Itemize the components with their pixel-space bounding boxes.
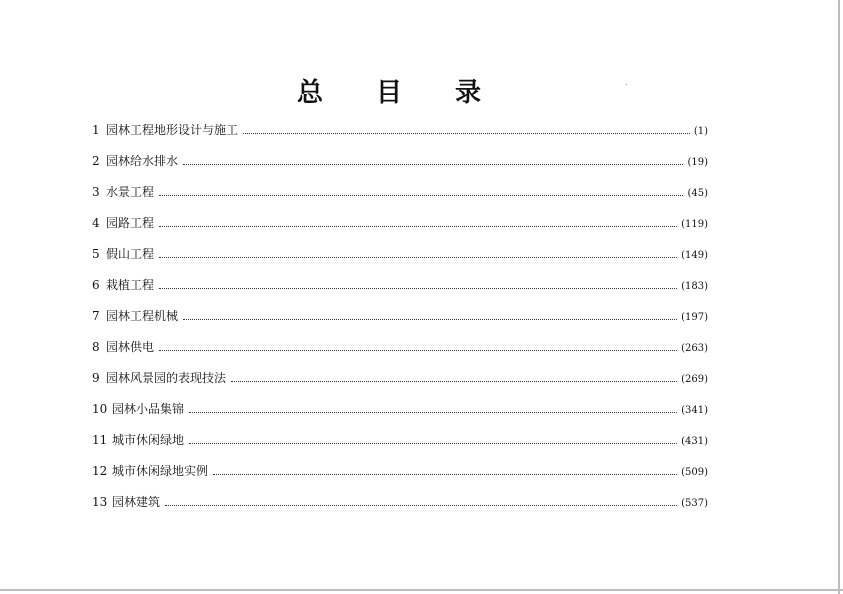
toc-entry-page: (537) — [681, 498, 708, 509]
toc-entry-page: (509) — [681, 467, 708, 478]
toc-entry-title: 假山工程 — [106, 247, 155, 261]
toc-entry-title: 园林给水排水 — [106, 154, 179, 168]
toc-entry[interactable] — [92, 245, 708, 276]
toc-leader-dots — [159, 288, 677, 289]
toc-entry-number: 12 — [92, 464, 108, 478]
toc-entry-title: 园林小品集锦 — [112, 402, 185, 416]
toc-entry-title: 水景工程 — [106, 185, 155, 199]
toc-entry-page: (341) — [681, 405, 708, 416]
toc-entry[interactable] — [92, 338, 708, 369]
toc-entry-number: 4 — [92, 216, 100, 230]
toc-entry-number: 1 — [92, 123, 100, 137]
toc-entry[interactable] — [92, 121, 708, 152]
toc-leader-dots — [231, 381, 677, 382]
toc-entry[interactable] — [92, 307, 708, 338]
page-title: 总 目 录 — [296, 78, 504, 108]
toc-leader-dots — [159, 195, 683, 196]
toc-entry-title: 园路工程 — [106, 216, 155, 230]
table-of-contents — [92, 121, 708, 524]
toc-entry-number: 7 — [92, 309, 100, 323]
toc-entry-page: (269) — [681, 374, 708, 385]
toc-entry-number: 10 — [92, 402, 108, 416]
toc-entry[interactable] — [92, 276, 708, 307]
toc-entry-number: 13 — [92, 495, 108, 509]
toc-entry-title: 城市休闲绿地 — [112, 433, 185, 447]
toc-leader-dots — [183, 319, 677, 320]
toc-entry-page: (263) — [681, 343, 708, 354]
toc-entry-title: 园林工程机械 — [106, 309, 179, 323]
toc-entry[interactable] — [92, 462, 708, 493]
toc-leader-dots — [159, 257, 677, 258]
toc-entry-page: (183) — [681, 281, 708, 292]
toc-entry[interactable] — [92, 369, 708, 400]
toc-entry-title: 园林工程地形设计与施工 — [106, 123, 239, 137]
toc-entry-page: (119) — [681, 219, 708, 230]
toc-entry-page: (149) — [681, 250, 708, 261]
toc-entry-number: 2 — [92, 154, 100, 168]
toc-entry-title: 城市休闲绿地实例 — [112, 464, 209, 478]
toc-entry-title: 园林风景园的表现技法 — [106, 371, 227, 385]
toc-leader-dots — [189, 412, 677, 413]
toc-entry-number: 5 — [92, 247, 100, 261]
toc-entry-title: 园林供电 — [106, 340, 155, 354]
toc-entry[interactable] — [92, 431, 708, 462]
toc-leader-dots — [159, 226, 677, 227]
toc-entry-number: 3 — [92, 185, 100, 199]
toc-entry[interactable] — [92, 214, 708, 245]
toc-entry-number: 6 — [92, 278, 100, 292]
toc-leader-dots — [165, 505, 677, 506]
toc-entry-title: 栽植工程 — [106, 278, 155, 292]
page-edge-bottom — [0, 589, 843, 591]
toc-entry[interactable] — [92, 152, 708, 183]
toc-entry-page: (431) — [681, 436, 708, 447]
toc-entry[interactable] — [92, 400, 708, 431]
toc-leader-dots — [183, 164, 683, 165]
toc-leader-dots — [243, 133, 690, 134]
toc-entry[interactable] — [92, 183, 708, 214]
toc-entry-page: (19) — [687, 157, 708, 168]
toc-entry-number: 8 — [92, 340, 100, 354]
page-edge-right — [838, 0, 840, 594]
toc-entry-number: 11 — [92, 433, 108, 447]
toc-entry[interactable] — [92, 493, 708, 524]
toc-entry-page: (1) — [693, 126, 708, 137]
toc-leader-dots — [213, 474, 677, 475]
toc-leader-dots — [159, 350, 677, 351]
toc-entry-page: (197) — [681, 312, 708, 323]
toc-entry-page: (45) — [687, 188, 708, 199]
toc-leader-dots — [189, 443, 677, 444]
toc-entry-title: 园林建筑 — [112, 495, 161, 509]
toc-entry-number: 9 — [92, 371, 100, 385]
